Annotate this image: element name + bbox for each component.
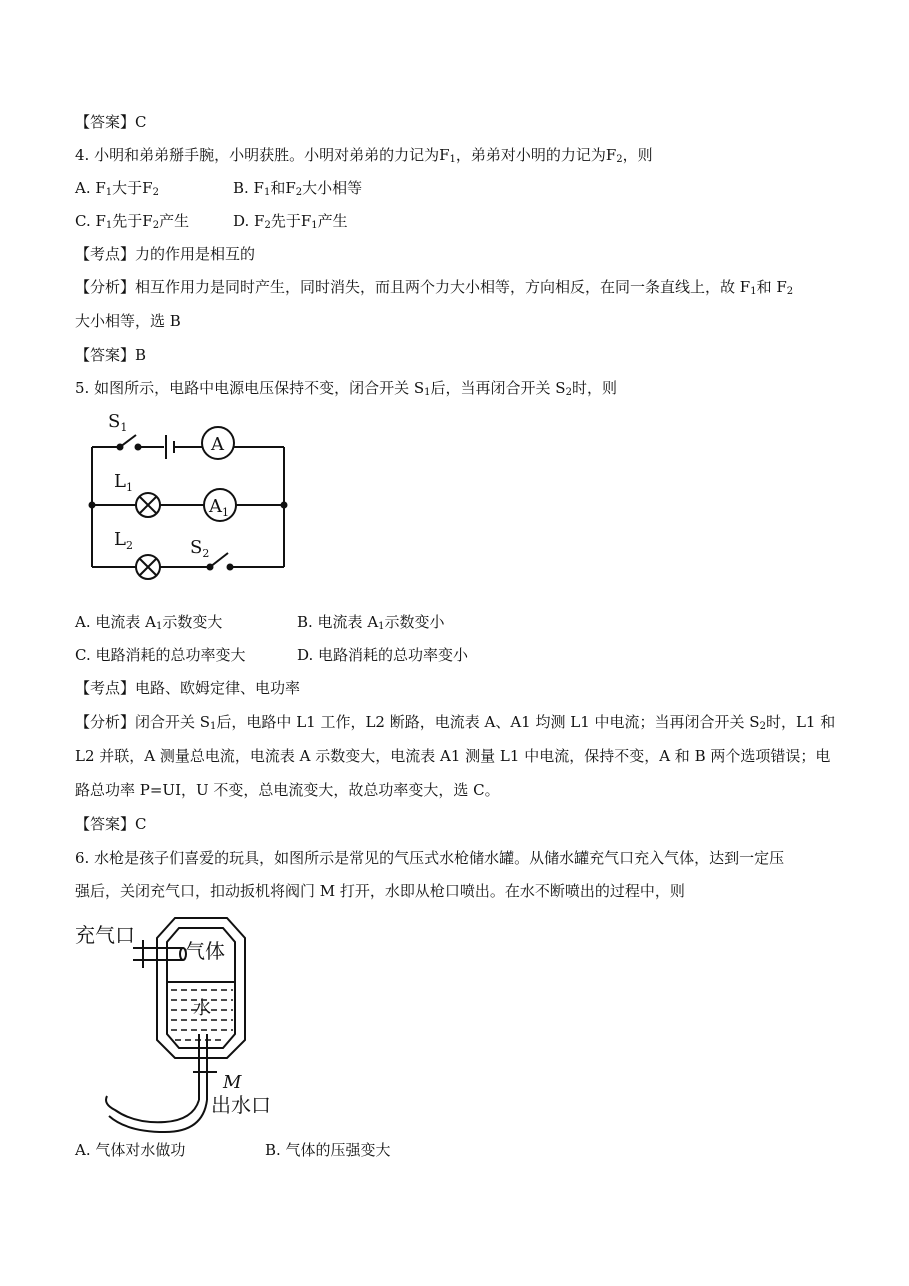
q6-option-a: A. 气体对水做功 xyxy=(75,1141,186,1159)
q5-option-a: A. 电流表 $A_1$示数变大 xyxy=(75,613,223,632)
label-a1: $A_1$ xyxy=(209,496,229,519)
q5-analysis-line-2: L2 并联，A 测量总电流，电流表 A 示数变大，电流表 A1 测量 L1 中电流，保持不变，A 和 B 两个选项错误；电 xyxy=(75,747,831,765)
label-s1: $S_1$ xyxy=(108,411,128,434)
q4-option-a: A. $F_1$大于$F_2$ xyxy=(75,179,159,198)
water-gun-tank-diagram xyxy=(75,910,275,1139)
q4-analysis-line-1: 【分析】相互作用力是同时产生，同时消失，而且两个力大小相等，方向相反，在同一条直线上，故 $F_1$和 $F_2$ xyxy=(75,278,794,297)
q6-option-b: B. 气体的压强变大 xyxy=(265,1141,391,1159)
label-s2: $S_2$ xyxy=(190,537,210,560)
q4-option-c: C. $F_1$先于$F_2$产生 xyxy=(75,212,190,231)
question-6-stem-line-1: 6. 水枪是孩子们喜爱的玩具，如图所示是常见的气压式水枪储水罐。从储水罐充气口充入气体，达到一定压 xyxy=(75,849,785,867)
q4-option-b: B. $F_1$和$F_2$大小相等 xyxy=(233,179,363,198)
answer-q4: 【答案】B xyxy=(75,346,147,364)
q4-kaodian: 【考点】力的作用是相互的 xyxy=(75,245,256,263)
label-a: A xyxy=(211,434,224,455)
q5-analysis-line-3: 路总功率 P=UI，U 不变，总电流变大，故总功率变大，选 C。 xyxy=(75,781,500,799)
label-gas: 气体 xyxy=(185,939,225,963)
question-5-stem: 5. 如图所示，电路中电源电压保持不变，闭合开关 $S_1$后，当再闭合开关 $S_2$时，则 xyxy=(75,379,617,398)
question-4-stem: 4. 小明和弟弟掰手腕，小明获胜。小明对弟弟的力记为$F_1$，弟弟对小明的力记为$F_2$，则 xyxy=(75,146,653,165)
q5-option-b: B. 电流表 $A_1$示数变小 xyxy=(297,613,445,632)
answer-q3: 【答案】C xyxy=(75,113,147,131)
label-inlet: 充气口 xyxy=(75,923,135,947)
q5-kaodian: 【考点】电路、欧姆定律、电功率 xyxy=(75,679,301,697)
label-water: 水 xyxy=(193,998,211,1019)
q4-analysis-line-2: 大小相等，选 B xyxy=(75,312,181,330)
q5-analysis-line-1: 【分析】闭合开关 $S_1$后，电路中 L1 工作，L2 断路，电流表 A、A1 均测 L1 中电流；当再闭合开关 $S_2$时，L1 和 xyxy=(75,713,836,732)
label-l1: $L_1$ xyxy=(114,471,133,494)
question-6-stem-line-2: 强后，关闭充气口，扣动扳机将阀门 M 打开，水即从枪口喷出。在水不断喷出的过程中，则 xyxy=(75,882,685,900)
label-l2: $L_2$ xyxy=(114,529,133,552)
q5-option-c: C. 电路消耗的总功率变大 xyxy=(75,646,246,664)
circuit-diagram xyxy=(78,405,308,594)
label-outlet: 出水口 xyxy=(211,1093,271,1117)
q4-option-d: D. $F_2$先于$F_1$产生 xyxy=(233,212,348,231)
q5-option-d: D. 电路消耗的总功率变小 xyxy=(297,646,469,664)
answer-q5: 【答案】C xyxy=(75,815,147,833)
label-valve-m: M xyxy=(223,1072,242,1093)
